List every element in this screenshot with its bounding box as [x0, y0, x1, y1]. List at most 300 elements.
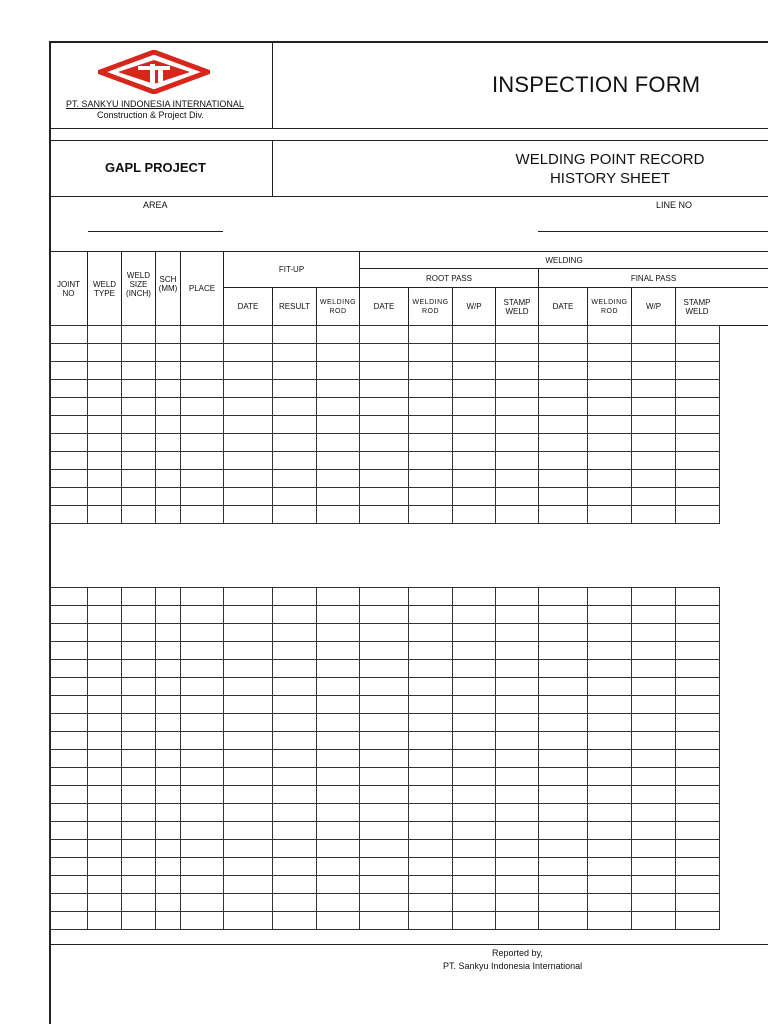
- table-cell[interactable]: [273, 894, 317, 912]
- table-cell[interactable]: [539, 416, 588, 434]
- table-cell[interactable]: [539, 696, 588, 714]
- table-cell[interactable]: [273, 380, 317, 398]
- table-cell[interactable]: [156, 894, 181, 912]
- table-cell[interactable]: [453, 606, 496, 624]
- table-cell[interactable]: [496, 660, 539, 678]
- table-cell[interactable]: [224, 840, 273, 858]
- table-cell[interactable]: [539, 768, 588, 786]
- table-cell[interactable]: [317, 696, 360, 714]
- table-cell[interactable]: [317, 876, 360, 894]
- table-cell[interactable]: [181, 362, 224, 380]
- table-cell[interactable]: [50, 894, 88, 912]
- table-cell[interactable]: [88, 624, 122, 642]
- table-cell[interactable]: [453, 786, 496, 804]
- table-cell[interactable]: [453, 876, 496, 894]
- table-cell[interactable]: [632, 768, 676, 786]
- table-cell[interactable]: [676, 714, 720, 732]
- table-cell[interactable]: [360, 624, 409, 642]
- table-cell[interactable]: [588, 416, 632, 434]
- table-cell[interactable]: [588, 768, 632, 786]
- table-cell[interactable]: [409, 696, 453, 714]
- table-cell[interactable]: [453, 804, 496, 822]
- table-cell[interactable]: [122, 786, 156, 804]
- table-cell[interactable]: [224, 678, 273, 696]
- table-cell[interactable]: [50, 452, 88, 470]
- table-cell[interactable]: [360, 840, 409, 858]
- table-cell[interactable]: [317, 380, 360, 398]
- table-cell[interactable]: [88, 804, 122, 822]
- table-cell[interactable]: [156, 678, 181, 696]
- table-cell[interactable]: [50, 768, 88, 786]
- table-cell[interactable]: [317, 588, 360, 606]
- table-cell[interactable]: [588, 380, 632, 398]
- table-cell[interactable]: [122, 588, 156, 606]
- table-cell[interactable]: [632, 678, 676, 696]
- table-cell[interactable]: [676, 786, 720, 804]
- table-cell[interactable]: [632, 416, 676, 434]
- table-cell[interactable]: [632, 326, 676, 344]
- table-cell[interactable]: [496, 822, 539, 840]
- table-cell[interactable]: [88, 362, 122, 380]
- table-cell[interactable]: [50, 858, 88, 876]
- table-cell[interactable]: [181, 696, 224, 714]
- table-cell[interactable]: [409, 488, 453, 506]
- table-cell[interactable]: [273, 434, 317, 452]
- table-cell[interactable]: [317, 606, 360, 624]
- table-cell[interactable]: [453, 678, 496, 696]
- table-cell[interactable]: [181, 660, 224, 678]
- table-cell[interactable]: [453, 624, 496, 642]
- table-cell[interactable]: [632, 696, 676, 714]
- table-cell[interactable]: [50, 398, 88, 416]
- table-cell[interactable]: [632, 506, 676, 524]
- table-cell[interactable]: [539, 660, 588, 678]
- table-cell[interactable]: [50, 624, 88, 642]
- table-cell[interactable]: [224, 732, 273, 750]
- table-cell[interactable]: [224, 434, 273, 452]
- table-cell[interactable]: [224, 912, 273, 930]
- table-cell[interactable]: [50, 326, 88, 344]
- table-cell[interactable]: [632, 398, 676, 416]
- table-cell[interactable]: [632, 750, 676, 768]
- table-cell[interactable]: [588, 326, 632, 344]
- table-cell[interactable]: [224, 606, 273, 624]
- table-cell[interactable]: [273, 840, 317, 858]
- table-cell[interactable]: [50, 822, 88, 840]
- table-cell[interactable]: [676, 750, 720, 768]
- table-cell[interactable]: [676, 858, 720, 876]
- table-cell[interactable]: [676, 488, 720, 506]
- table-cell[interactable]: [539, 362, 588, 380]
- table-cell[interactable]: [588, 894, 632, 912]
- table-cell[interactable]: [632, 380, 676, 398]
- table-cell[interactable]: [273, 344, 317, 362]
- table-cell[interactable]: [181, 858, 224, 876]
- table-cell[interactable]: [360, 344, 409, 362]
- table-cell[interactable]: [317, 624, 360, 642]
- table-cell[interactable]: [496, 326, 539, 344]
- table-cell[interactable]: [496, 624, 539, 642]
- table-cell[interactable]: [50, 506, 88, 524]
- table-cell[interactable]: [317, 894, 360, 912]
- table-cell[interactable]: [122, 642, 156, 660]
- table-cell[interactable]: [409, 362, 453, 380]
- table-cell[interactable]: [181, 398, 224, 416]
- table-cell[interactable]: [122, 768, 156, 786]
- table-cell[interactable]: [50, 344, 88, 362]
- table-cell[interactable]: [224, 642, 273, 660]
- table-cell[interactable]: [273, 624, 317, 642]
- table-cell[interactable]: [632, 470, 676, 488]
- table-cell[interactable]: [88, 912, 122, 930]
- table-cell[interactable]: [181, 452, 224, 470]
- table-cell[interactable]: [676, 606, 720, 624]
- table-cell[interactable]: [360, 912, 409, 930]
- table-cell[interactable]: [632, 344, 676, 362]
- table-cell[interactable]: [409, 606, 453, 624]
- table-cell[interactable]: [496, 894, 539, 912]
- table-cell[interactable]: [317, 804, 360, 822]
- table-cell[interactable]: [181, 624, 224, 642]
- table-cell[interactable]: [50, 434, 88, 452]
- table-cell[interactable]: [317, 822, 360, 840]
- table-cell[interactable]: [156, 326, 181, 344]
- table-cell[interactable]: [273, 750, 317, 768]
- table-cell[interactable]: [181, 588, 224, 606]
- table-cell[interactable]: [453, 840, 496, 858]
- table-cell[interactable]: [88, 786, 122, 804]
- table-cell[interactable]: [496, 344, 539, 362]
- table-cell[interactable]: [181, 344, 224, 362]
- table-cell[interactable]: [181, 678, 224, 696]
- table-cell[interactable]: [224, 858, 273, 876]
- table-cell[interactable]: [88, 344, 122, 362]
- table-cell[interactable]: [360, 660, 409, 678]
- table-cell[interactable]: [409, 470, 453, 488]
- table-cell[interactable]: [539, 732, 588, 750]
- table-cell[interactable]: [588, 506, 632, 524]
- table-cell[interactable]: [360, 696, 409, 714]
- table-cell[interactable]: [496, 786, 539, 804]
- table-cell[interactable]: [317, 488, 360, 506]
- table-cell[interactable]: [156, 804, 181, 822]
- table-cell[interactable]: [409, 858, 453, 876]
- table-cell[interactable]: [224, 362, 273, 380]
- table-cell[interactable]: [273, 822, 317, 840]
- table-cell[interactable]: [224, 380, 273, 398]
- table-cell[interactable]: [156, 822, 181, 840]
- table-cell[interactable]: [88, 398, 122, 416]
- table-cell[interactable]: [88, 858, 122, 876]
- table-cell[interactable]: [360, 326, 409, 344]
- table-cell[interactable]: [88, 326, 122, 344]
- table-cell[interactable]: [453, 894, 496, 912]
- table-cell[interactable]: [50, 588, 88, 606]
- table-cell[interactable]: [360, 768, 409, 786]
- table-cell[interactable]: [588, 822, 632, 840]
- table-cell[interactable]: [588, 840, 632, 858]
- table-cell[interactable]: [181, 642, 224, 660]
- table-cell[interactable]: [409, 840, 453, 858]
- table-cell[interactable]: [273, 642, 317, 660]
- table-cell[interactable]: [88, 750, 122, 768]
- table-cell[interactable]: [676, 380, 720, 398]
- table-cell[interactable]: [453, 506, 496, 524]
- table-cell[interactable]: [317, 678, 360, 696]
- table-cell[interactable]: [539, 380, 588, 398]
- table-cell[interactable]: [588, 804, 632, 822]
- table-cell[interactable]: [360, 678, 409, 696]
- table-cell[interactable]: [88, 642, 122, 660]
- table-cell[interactable]: [317, 434, 360, 452]
- table-cell[interactable]: [122, 894, 156, 912]
- table-cell[interactable]: [588, 696, 632, 714]
- table-cell[interactable]: [156, 344, 181, 362]
- table-cell[interactable]: [360, 488, 409, 506]
- table-cell[interactable]: [50, 380, 88, 398]
- table-cell[interactable]: [88, 470, 122, 488]
- table-cell[interactable]: [539, 750, 588, 768]
- table-cell[interactable]: [360, 804, 409, 822]
- table-cell[interactable]: [181, 506, 224, 524]
- table-cell[interactable]: [409, 678, 453, 696]
- table-cell[interactable]: [122, 804, 156, 822]
- table-cell[interactable]: [360, 362, 409, 380]
- table-cell[interactable]: [453, 732, 496, 750]
- table-cell[interactable]: [409, 416, 453, 434]
- table-cell[interactable]: [409, 822, 453, 840]
- table-cell[interactable]: [88, 380, 122, 398]
- table-cell[interactable]: [496, 470, 539, 488]
- table-cell[interactable]: [224, 416, 273, 434]
- table-cell[interactable]: [360, 380, 409, 398]
- table-cell[interactable]: [50, 876, 88, 894]
- table-cell[interactable]: [409, 452, 453, 470]
- table-cell[interactable]: [156, 380, 181, 398]
- table-cell[interactable]: [317, 660, 360, 678]
- table-cell[interactable]: [539, 506, 588, 524]
- table-cell[interactable]: [273, 470, 317, 488]
- table-cell[interactable]: [88, 588, 122, 606]
- table-cell[interactable]: [360, 434, 409, 452]
- table-cell[interactable]: [539, 876, 588, 894]
- table-cell[interactable]: [50, 642, 88, 660]
- table-cell[interactable]: [88, 696, 122, 714]
- table-cell[interactable]: [632, 840, 676, 858]
- table-cell[interactable]: [496, 606, 539, 624]
- table-cell[interactable]: [50, 714, 88, 732]
- table-cell[interactable]: [676, 416, 720, 434]
- table-cell[interactable]: [539, 434, 588, 452]
- table-cell[interactable]: [181, 380, 224, 398]
- table-cell[interactable]: [453, 344, 496, 362]
- table-cell[interactable]: [317, 326, 360, 344]
- table-cell[interactable]: [539, 804, 588, 822]
- table-cell[interactable]: [317, 506, 360, 524]
- table-cell[interactable]: [539, 912, 588, 930]
- table-cell[interactable]: [632, 858, 676, 876]
- table-cell[interactable]: [588, 912, 632, 930]
- table-cell[interactable]: [588, 452, 632, 470]
- table-cell[interactable]: [453, 362, 496, 380]
- table-cell[interactable]: [50, 840, 88, 858]
- table-cell[interactable]: [273, 714, 317, 732]
- table-cell[interactable]: [632, 876, 676, 894]
- table-cell[interactable]: [409, 588, 453, 606]
- table-cell[interactable]: [360, 398, 409, 416]
- table-cell[interactable]: [676, 344, 720, 362]
- table-cell[interactable]: [224, 768, 273, 786]
- table-cell[interactable]: [539, 678, 588, 696]
- table-cell[interactable]: [317, 768, 360, 786]
- table-cell[interactable]: [632, 804, 676, 822]
- table-cell[interactable]: [453, 488, 496, 506]
- table-cell[interactable]: [156, 840, 181, 858]
- table-cell[interactable]: [676, 624, 720, 642]
- table-cell[interactable]: [88, 822, 122, 840]
- table-cell[interactable]: [539, 822, 588, 840]
- table-cell[interactable]: [539, 858, 588, 876]
- table-cell[interactable]: [156, 768, 181, 786]
- table-cell[interactable]: [273, 678, 317, 696]
- table-cell[interactable]: [409, 786, 453, 804]
- table-cell[interactable]: [224, 894, 273, 912]
- table-cell[interactable]: [317, 470, 360, 488]
- table-cell[interactable]: [156, 606, 181, 624]
- table-cell[interactable]: [273, 506, 317, 524]
- table-cell[interactable]: [453, 434, 496, 452]
- table-cell[interactable]: [539, 488, 588, 506]
- table-cell[interactable]: [453, 858, 496, 876]
- table-cell[interactable]: [50, 696, 88, 714]
- table-cell[interactable]: [409, 894, 453, 912]
- table-cell[interactable]: [224, 624, 273, 642]
- table-cell[interactable]: [50, 678, 88, 696]
- table-cell[interactable]: [317, 642, 360, 660]
- table-cell[interactable]: [453, 822, 496, 840]
- table-cell[interactable]: [539, 326, 588, 344]
- table-cell[interactable]: [181, 470, 224, 488]
- table-cell[interactable]: [409, 380, 453, 398]
- table-cell[interactable]: [273, 696, 317, 714]
- table-cell[interactable]: [181, 822, 224, 840]
- table-cell[interactable]: [496, 434, 539, 452]
- table-cell[interactable]: [676, 678, 720, 696]
- table-cell[interactable]: [676, 768, 720, 786]
- table-cell[interactable]: [496, 452, 539, 470]
- table-cell[interactable]: [632, 624, 676, 642]
- table-cell[interactable]: [453, 452, 496, 470]
- table-cell[interactable]: [409, 750, 453, 768]
- table-cell[interactable]: [676, 696, 720, 714]
- table-cell[interactable]: [224, 452, 273, 470]
- table-cell[interactable]: [224, 506, 273, 524]
- table-cell[interactable]: [360, 452, 409, 470]
- table-cell[interactable]: [122, 822, 156, 840]
- table-cell[interactable]: [453, 416, 496, 434]
- table-cell[interactable]: [588, 606, 632, 624]
- table-cell[interactable]: [122, 362, 156, 380]
- table-cell[interactable]: [676, 732, 720, 750]
- table-cell[interactable]: [273, 452, 317, 470]
- table-cell[interactable]: [632, 912, 676, 930]
- table-cell[interactable]: [539, 344, 588, 362]
- table-cell[interactable]: [317, 732, 360, 750]
- table-cell[interactable]: [273, 768, 317, 786]
- table-cell[interactable]: [88, 840, 122, 858]
- table-cell[interactable]: [360, 606, 409, 624]
- table-cell[interactable]: [539, 588, 588, 606]
- table-cell[interactable]: [156, 876, 181, 894]
- table-cell[interactable]: [317, 344, 360, 362]
- table-cell[interactable]: [122, 714, 156, 732]
- table-cell[interactable]: [588, 786, 632, 804]
- table-cell[interactable]: [181, 768, 224, 786]
- table-cell[interactable]: [453, 470, 496, 488]
- table-cell[interactable]: [588, 362, 632, 380]
- table-cell[interactable]: [156, 624, 181, 642]
- table-cell[interactable]: [409, 642, 453, 660]
- table-cell[interactable]: [588, 678, 632, 696]
- table-cell[interactable]: [676, 398, 720, 416]
- table-cell[interactable]: [181, 840, 224, 858]
- table-cell[interactable]: [181, 326, 224, 344]
- table-cell[interactable]: [122, 606, 156, 624]
- table-cell[interactable]: [122, 416, 156, 434]
- table-cell[interactable]: [360, 822, 409, 840]
- table-cell[interactable]: [156, 362, 181, 380]
- table-cell[interactable]: [273, 876, 317, 894]
- table-cell[interactable]: [122, 750, 156, 768]
- table-cell[interactable]: [224, 786, 273, 804]
- table-cell[interactable]: [409, 804, 453, 822]
- table-cell[interactable]: [122, 876, 156, 894]
- table-cell[interactable]: [224, 470, 273, 488]
- table-cell[interactable]: [409, 714, 453, 732]
- table-cell[interactable]: [224, 344, 273, 362]
- table-cell[interactable]: [453, 326, 496, 344]
- table-cell[interactable]: [273, 786, 317, 804]
- table-cell[interactable]: [317, 750, 360, 768]
- table-cell[interactable]: [156, 488, 181, 506]
- table-cell[interactable]: [273, 488, 317, 506]
- table-cell[interactable]: [632, 732, 676, 750]
- table-cell[interactable]: [360, 714, 409, 732]
- table-cell[interactable]: [122, 488, 156, 506]
- table-cell[interactable]: [676, 362, 720, 380]
- table-cell[interactable]: [273, 588, 317, 606]
- table-cell[interactable]: [453, 912, 496, 930]
- table-cell[interactable]: [539, 452, 588, 470]
- table-cell[interactable]: [156, 714, 181, 732]
- table-cell[interactable]: [273, 326, 317, 344]
- table-cell[interactable]: [122, 696, 156, 714]
- table-cell[interactable]: [224, 714, 273, 732]
- table-cell[interactable]: [496, 714, 539, 732]
- table-cell[interactable]: [588, 588, 632, 606]
- table-cell[interactable]: [317, 362, 360, 380]
- table-cell[interactable]: [539, 786, 588, 804]
- table-cell[interactable]: [224, 822, 273, 840]
- table-cell[interactable]: [122, 858, 156, 876]
- table-cell[interactable]: [317, 714, 360, 732]
- table-cell[interactable]: [181, 714, 224, 732]
- table-cell[interactable]: [50, 470, 88, 488]
- table-cell[interactable]: [360, 732, 409, 750]
- table-cell[interactable]: [632, 714, 676, 732]
- table-cell[interactable]: [88, 606, 122, 624]
- table-cell[interactable]: [409, 398, 453, 416]
